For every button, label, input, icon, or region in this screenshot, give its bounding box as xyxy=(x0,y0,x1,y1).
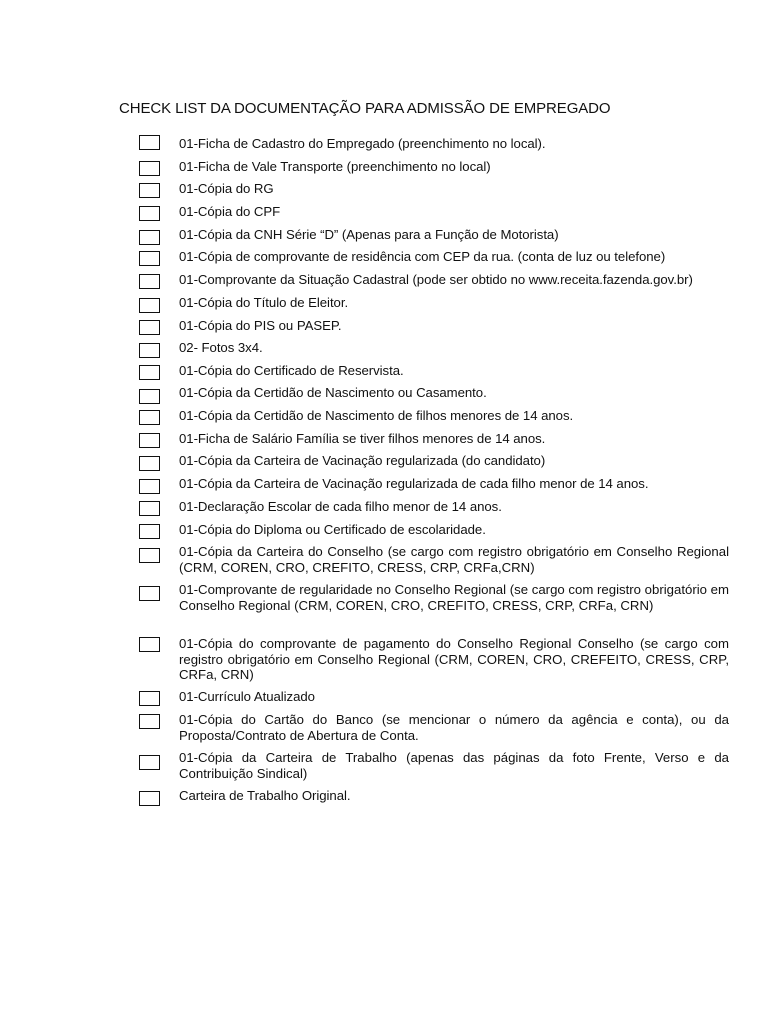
checklist-item-label: 01-Declaração Escolar de cada filho menor de 14 anos. xyxy=(179,499,502,514)
checkbox[interactable] xyxy=(139,456,160,471)
checklist-item-label: 01-Cópia da Carteira do Conselho (se cargo com registro obrigatório em Conselho Regional (CRM, COREN, CRO, CREFITO, CRESS, CRP, CRFa,CRN) xyxy=(179,544,729,575)
checklist-item-label: 01-Cópia da Carteira de Vacinação regularizada (do candidato) xyxy=(179,453,546,468)
checkbox[interactable] xyxy=(139,755,160,770)
checkbox[interactable] xyxy=(139,343,160,358)
checkbox[interactable] xyxy=(139,501,160,516)
checklist-item-label: 01-Cópia da CNH Série “D” (Apenas para a Função de Motorista) xyxy=(179,227,559,242)
checklist-item-label: 01-Cópia do Cartão do Banco (se mencionar o número da agência e conta), ou da Proposta/Contrato de Abertura de Conta. xyxy=(179,712,729,743)
checkbox[interactable] xyxy=(139,206,160,221)
page-title: CHECK LIST DA DOCUMENTAÇÃO PARA ADMISSÃO DE EMPREGADO xyxy=(119,100,611,117)
checklist-item-label: 02- Fotos 3x4. xyxy=(179,340,263,355)
checklist-item-label: 01-Cópia do CPF xyxy=(179,204,281,219)
checkbox[interactable] xyxy=(139,183,160,198)
checkbox[interactable] xyxy=(139,691,160,706)
checkbox[interactable] xyxy=(139,230,160,245)
checklist-item-label: 01-Ficha de Vale Transporte (preenchimento no local) xyxy=(179,159,491,174)
checkbox[interactable] xyxy=(139,274,160,289)
checklist-item-label: 01-Comprovante da Situação Cadastral (pode ser obtido no www.receita.fazenda.gov.br) xyxy=(179,272,693,287)
checklist-item-label: 01-Ficha de Cadastro do Empregado (preenchimento no local). xyxy=(179,136,546,151)
checklist-item-label: 01-Cópia do Certificado de Reservista. xyxy=(179,363,404,378)
checkbox[interactable] xyxy=(139,410,160,425)
checkbox[interactable] xyxy=(139,251,160,266)
checklist-item-label: 01-Cópia do comprovante de pagamento do Conselho Regional Conselho (se cargo com registro obrigatório em Conselho Regional (CRM, COREN, CRO, CREFEITO, CRESS, CRP, CRFa, CRN) xyxy=(179,636,729,682)
checkbox[interactable] xyxy=(139,586,160,601)
checklist-item-label: 01-Cópia de comprovante de residência com CEP da rua. (conta de luz ou telefone) xyxy=(179,249,666,264)
checkbox[interactable] xyxy=(139,161,160,176)
checkbox[interactable] xyxy=(139,479,160,494)
checklist-item-label: 01-Cópia da Certidão de Nascimento de filhos menores de 14 anos. xyxy=(179,408,574,423)
checkbox[interactable] xyxy=(139,298,160,313)
checklist-item-label: Carteira de Trabalho Original. xyxy=(179,788,351,803)
checkbox[interactable] xyxy=(139,320,160,335)
checklist-item-label: 01-Comprovante de regularidade no Conselho Regional (se cargo com registro obrigatório em Conselho Regional (CRM, COREN, CRO, CREFITO, CRESS, CRP, CRFa, CRN) xyxy=(179,582,729,613)
checklist-item-label: 01-Currículo Atualizado xyxy=(179,689,315,704)
checkbox[interactable] xyxy=(139,791,160,806)
checkbox[interactable] xyxy=(139,714,160,729)
checkbox[interactable] xyxy=(139,637,160,652)
checklist-item-label: 01-Ficha de Salário Família se tiver filhos menores de 14 anos. xyxy=(179,431,546,446)
checkbox[interactable] xyxy=(139,135,160,150)
checklist-item-label: 01-Cópia da Carteira de Vacinação regularizada de cada filho menor de 14 anos. xyxy=(179,476,649,491)
checkbox[interactable] xyxy=(139,548,160,563)
checklist-item-label: 01-Cópia do RG xyxy=(179,181,274,196)
checklist-item-label: 01-Cópia da Certidão de Nascimento ou Casamento. xyxy=(179,385,487,400)
checkbox[interactable] xyxy=(139,524,160,539)
checkbox[interactable] xyxy=(139,389,160,404)
checkbox[interactable] xyxy=(139,365,160,380)
checkbox[interactable] xyxy=(139,433,160,448)
checklist-item-label: 01-Cópia do Diploma ou Certificado de escolaridade. xyxy=(179,522,486,537)
checklist-item-label: 01-Cópia da Carteira de Trabalho (apenas das páginas da foto Frente, Verso e da Contribuição Sindical) xyxy=(179,750,729,781)
checklist-item-label: 01-Cópia do Título de Eleitor. xyxy=(179,295,349,310)
checklist-item-label: 01-Cópia do PIS ou PASEP. xyxy=(179,318,342,333)
